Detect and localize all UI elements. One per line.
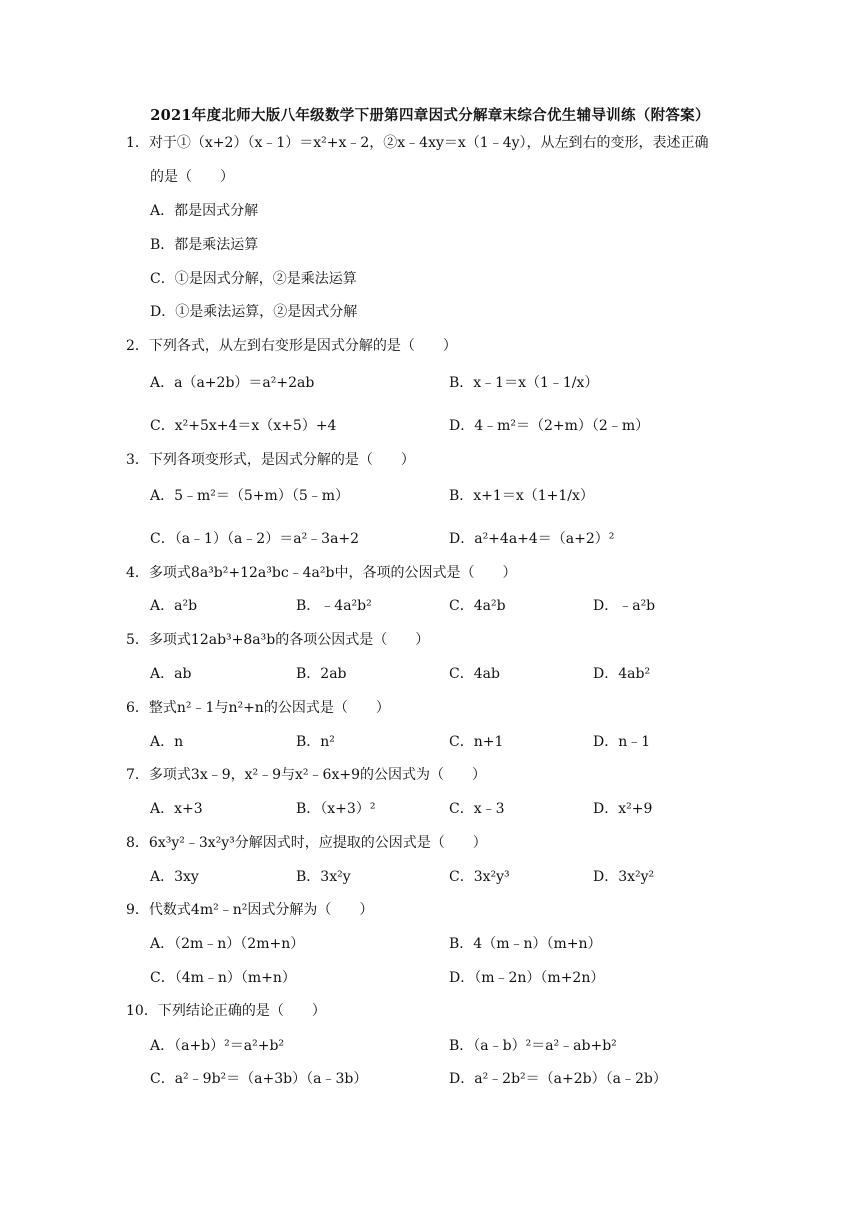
question-7-option-b: B．（x+3）²	[296, 801, 376, 817]
question-6-option-a: A．n	[150, 734, 184, 750]
question-10-stem: 10．下列结论正确的是（ ）	[126, 1003, 326, 1019]
page-title: 2021年度北师大版八年级数学下册第四章因式分解章末综合优生辅导训练（附答案）	[150, 107, 710, 124]
question-1-option-c: C．①是因式分解，②是乘法运算	[150, 271, 357, 287]
question-9-option-c: C．（4m﹣n）（m+n）	[150, 970, 296, 986]
question-7-option-a: A．x+3	[150, 801, 203, 817]
question-1-option-b: B．都是乘法运算	[150, 237, 259, 253]
question-1-stem-continued: 的是（ ）	[150, 169, 234, 185]
question-1-option-d: D．①是乘法运算，②是因式分解	[150, 304, 358, 320]
question-8-stem: 8．6x³y²﹣3x²y³分解因式时，应提取的公因式是（ ）	[126, 835, 487, 851]
question-10-option-a: A．（a+b）²＝a²+b²	[150, 1038, 285, 1054]
question-2-stem: 2．下列各式，从左到右变形是因式分解的是（ ）	[126, 338, 457, 354]
question-5-option-c: C．4ab	[449, 666, 500, 682]
question-4-option-a: A．a²b	[150, 598, 198, 614]
question-10-option-d: D．a²﹣2b²＝（a+2b）（a﹣2b）	[449, 1071, 667, 1087]
question-7-option-c: C．x﹣3	[449, 801, 505, 817]
question-6-stem: 6．整式n²﹣1与n²+n的公因式是（ ）	[126, 700, 390, 716]
question-1-option-a: A．都是因式分解	[150, 203, 259, 219]
question-3-option-c: C．（a﹣1）（a﹣2）＝a²﹣3a+2	[150, 531, 360, 547]
question-7-option-d: D．x²+9	[593, 801, 653, 817]
question-2-option-c: C．x²+5x+4＝x（x+5）+4	[150, 418, 337, 434]
question-4-option-c: C．4a²b	[449, 598, 506, 614]
question-2-option-b: B．x﹣1＝x（1﹣1/x）	[449, 375, 599, 391]
question-4-option-d: D．﹣a²b	[593, 598, 656, 614]
question-3-option-d: D．a²+4a+4＝（a+2）²	[449, 531, 615, 547]
question-5-option-b: B．2ab	[296, 666, 347, 682]
question-10-option-b: B．（a﹣b）²＝a²﹣ab+b²	[449, 1038, 617, 1054]
question-7-stem: 7．多项式3x﹣9，x²﹣9与x²﹣6x+9的公因式为（ ）	[126, 767, 486, 783]
question-3-option-b: B．x+1＝x（1+1/x）	[449, 488, 594, 504]
question-3-stem: 3．下列各项变形式，是因式分解的是（ ）	[126, 452, 415, 468]
question-3-option-a: A．5﹣m²＝（5+m）（5﹣m）	[150, 488, 350, 504]
question-9-option-a: A．（2m﹣n）（2m+n）	[150, 936, 305, 952]
question-9-option-d: D．（m﹣2n）（m+2n）	[449, 970, 605, 986]
question-2-option-d: D．4﹣m²＝（2+m）（2﹣m）	[449, 418, 650, 434]
question-6-option-d: D．n﹣1	[593, 734, 651, 750]
question-8-option-d: D．3x²y²	[593, 869, 655, 885]
question-9-option-b: B．4（m﹣n）（m+n）	[449, 936, 602, 952]
question-8-option-c: C．3x²y³	[449, 869, 510, 885]
question-6-option-b: B．n²	[296, 734, 335, 750]
question-5-option-d: D．4ab²	[593, 666, 651, 682]
question-1-stem: 1．对于①（x+2）（x﹣1）＝x²+x﹣2，②x﹣4xy＝x（1﹣4y），从左到右的变形，表述正确	[126, 135, 709, 151]
question-6-option-c: C．n+1	[449, 734, 504, 750]
question-5-option-a: A．ab	[150, 666, 192, 682]
question-9-stem: 9．代数式4m²﹣n²因式分解为（ ）	[126, 902, 374, 918]
question-2-option-a: A．a（a+2b）＝a²+2ab	[150, 375, 315, 391]
question-8-option-a: A．3xy	[150, 869, 199, 885]
question-8-option-b: B．3x²y	[296, 869, 351, 885]
question-4-option-b: B．﹣4a²b²	[296, 598, 372, 614]
question-10-option-c: C．a²﹣9b²＝（a+3b）（a﹣3b）	[150, 1071, 368, 1087]
question-5-stem: 5．多项式12ab³+8a³b的各项公因式是（ ）	[126, 632, 430, 648]
question-4-stem: 4．多项式8a³b²+12a³bc﹣4a²b中，各项的公因式是（ ）	[126, 565, 517, 581]
